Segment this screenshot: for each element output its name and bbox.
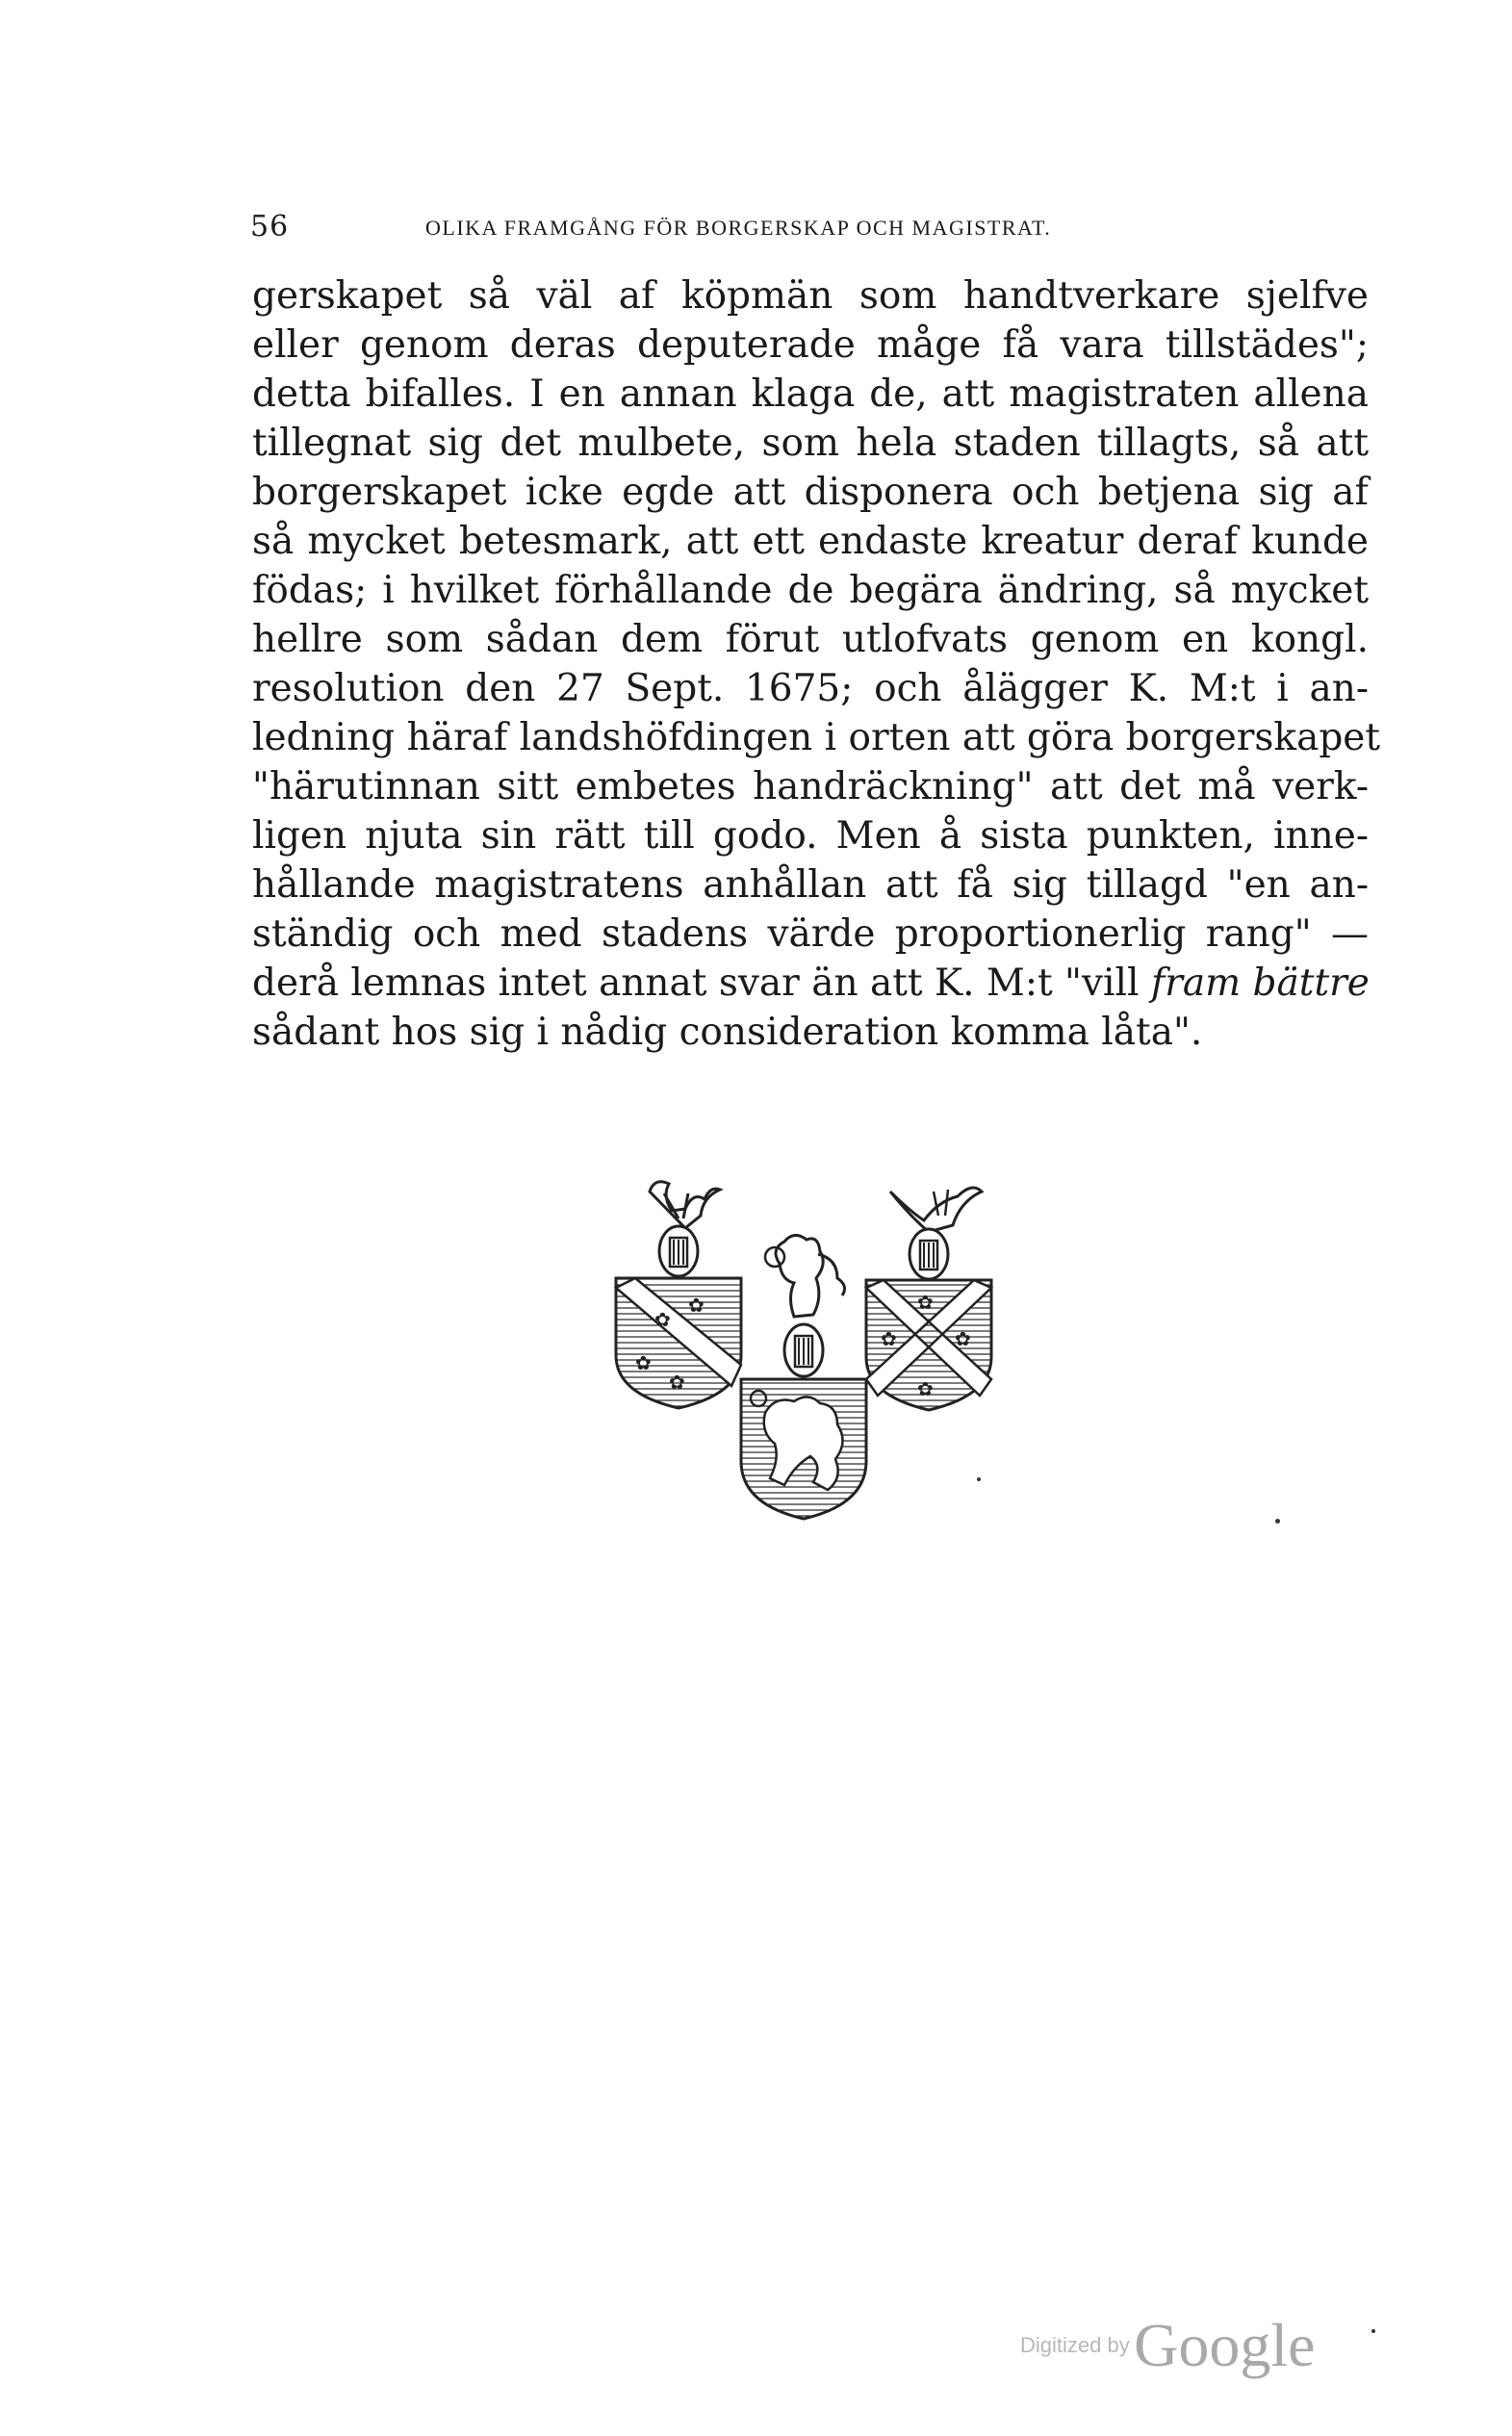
digitized-by-google-watermark <box>1020 2310 1316 2381</box>
body-text <box>252 271 1381 1057</box>
running-head: OLIKA FRAMGÅNG FÖR BORGERSKAP OCH MAGISTRAT. <box>425 216 1052 240</box>
text-line-11: "härutinnan sitt embetes handräckning" att det må verk- <box>252 765 1369 808</box>
svg-text:✿: ✿ <box>688 1294 705 1317</box>
text-line-13: hållande magistratens anhållan att få sig tillagd "en an- <box>252 863 1369 907</box>
page-number: 56 <box>250 210 290 244</box>
text-line-12: ligen njuta sin rätt till godo. Men å sista punkten, inne- <box>252 814 1369 858</box>
text-line-16: sådant hos sig i nådig consideration komma låta". <box>252 1011 1203 1054</box>
text-line-3: detta bifalles. I en annan klaga de, att magistraten allena <box>252 372 1369 416</box>
speck-3 <box>1371 2329 1375 2333</box>
center-coat-of-arms <box>741 1235 866 1519</box>
text-line-7: födas; i hvilket förhållande de begära ändring, så mycket <box>252 569 1369 612</box>
svg-text:✿: ✿ <box>917 1377 934 1400</box>
text-line-4: tillegnat sig det mulbete, som hela staden tillagts, så att <box>252 422 1369 465</box>
watermark-brand: Google <box>1134 2311 1316 2379</box>
speck-1 <box>1275 1519 1280 1524</box>
speck-2 <box>977 1477 981 1481</box>
svg-text:✿: ✿ <box>881 1327 897 1350</box>
text-line-2: eller genom deras deputerade måge få vara tillstädes"; <box>252 323 1369 367</box>
text-line-14: ständig och med stadens värde proportionerlig rang" — <box>252 912 1369 956</box>
text-line-1: gerskapet så väl af köpmän som handtverkare sjelfve <box>252 274 1369 318</box>
text-line-10: ledning häraf landshöfdingen i orten att göra borgerskapet <box>252 716 1381 759</box>
right-coat-of-arms <box>866 1188 991 1410</box>
text-line-9: resolution den 27 Sept. 1675; och ålägger K. M:t i an- <box>252 667 1369 710</box>
svg-text:✿: ✿ <box>917 1291 934 1314</box>
text-line-15 <box>252 959 1369 1008</box>
text-line-5: borgerskapet icke egde att disponera och betjena sig af <box>252 471 1369 514</box>
svg-text:✿: ✿ <box>635 1351 652 1374</box>
text-line-6: så mycket betesmark, att ett endaste kreatur deraf kunde <box>252 520 1369 563</box>
svg-text:✿: ✿ <box>955 1327 971 1350</box>
text-line-15-italic: fram bättre <box>1150 962 1370 1005</box>
text-line-15-roman: derå lemnas intet annat svar än att K. M:t "vill <box>252 962 1140 1005</box>
watermark-prefix: Digitized by <box>1020 2333 1130 2357</box>
coats-of-arms-illustration <box>597 1172 1001 1586</box>
svg-text:✿: ✿ <box>654 1308 671 1331</box>
text-line-8: hellre som sådan dem förut utlofvats genom en kongl. <box>252 618 1369 661</box>
svg-text:✿: ✿ <box>669 1371 685 1394</box>
left-coat-of-arms <box>616 1182 741 1408</box>
